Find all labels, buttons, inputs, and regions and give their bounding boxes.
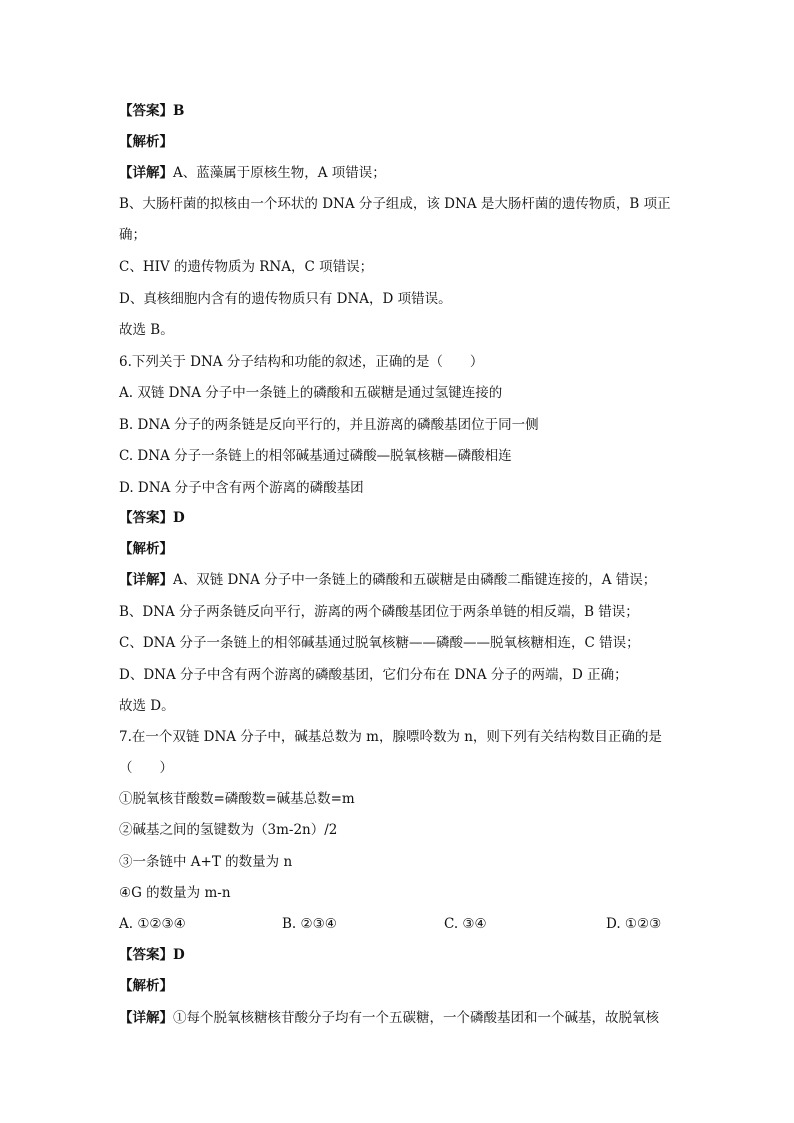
q7-item-2: ②碱基之间的氢键数为（3m-2n）/2 (119, 822, 338, 838)
q7-analysis-title: 【解析】 (119, 978, 173, 994)
q6-answer: 【答案】D (119, 510, 185, 526)
q6-detail-label: 【详解】 (119, 572, 173, 588)
q6-option-d: D. DNA 分子中含有两个游离的磷酸基团 (119, 480, 364, 496)
q7-option-d: D. ①②③ (606, 916, 662, 932)
q5-analysis-line: B、大肠杆菌的拟核由一个环状的 DNA 分子组成，该 DNA 是大肠杆菌的遗传物质，B 项正 (119, 196, 671, 212)
q5-detail-label: 【详解】 (119, 165, 173, 181)
q7-answer: 【答案】D (119, 947, 185, 963)
q7-stem: 7.在一个双链 DNA 分子中，碱基总数为 m，腺嘌呤数为 n，则下列有关结构数目正确的是 (119, 729, 662, 745)
q7-option-c: C. ③④ (444, 916, 487, 932)
q6-analysis-line: D、DNA 分子中含有两个游离的磷酸基团，它们分布在 DNA 分子的两端，D 正确； (119, 667, 628, 683)
q5-answer: 【答案】B (119, 103, 185, 119)
q6-option-a: A. 双链 DNA 分子中一条链上的磷酸和五碳糖是通过氢键连接的 (119, 385, 503, 401)
q6-option-b: B. DNA 分子的两条链是反向平行的，并且游离的磷酸基团位于同一侧 (119, 417, 539, 433)
q7-detail-line (119, 1009, 679, 1027)
q7-detail-text: ①每个脱氧核糖核苷酸分子均有一个五碳糖，一个磷酸基团和一个碱基，故脱氧核 (173, 1010, 659, 1026)
q5-analysis-title: 【解析】 (119, 134, 173, 150)
q6-conclusion: 故选 D。 (119, 698, 175, 714)
q7-stem-bracket: （ ） (119, 760, 173, 776)
q6-detail-line (119, 571, 679, 589)
q7-item-1: ①脱氧核苷酸数=磷酸数=碱基总数=m (119, 791, 355, 807)
q5-analysis-line: D、真核细胞内含有的遗传物质只有 DNA，D 项错误。 (119, 291, 452, 307)
q5-detail-line (119, 164, 679, 182)
q6-analysis-title: 【解析】 (119, 541, 173, 557)
q6-option-c: C. DNA 分子一条链上的相邻碱基通过磷酸—脱氧核糖—磷酸相连 (119, 448, 512, 464)
q6-analysis-line: B、DNA 分子两条链反向平行，游离的两个磷酸基团位于两条单链的相反端，B 错误； (119, 604, 639, 620)
q7-detail-label: 【详解】 (119, 1010, 173, 1026)
q7-option-b: B. ②③④ (282, 916, 337, 932)
q7-item-3: ③一条链中 A+T 的数量为 n (119, 854, 293, 870)
q5-conclusion: 故选 B。 (119, 322, 174, 338)
q5-analysis-line: C、HIV 的遗传物质为 RNA，C 项错误； (119, 259, 374, 275)
q5-analysis-line: 确； (119, 227, 146, 243)
q7-item-4: ④G 的数量为 m-n (119, 885, 231, 901)
q6-detail-text: A、双链 DNA 分子中一条链上的磷酸和五碳糖是由磷酸二酯键连接的，A 错误； (173, 572, 657, 588)
q7-option-a: A. ①②③④ (119, 916, 186, 932)
q6-stem: 6.下列关于 DNA 分子结构和功能的叙述，正确的是（ ） (119, 354, 484, 370)
q6-analysis-line: C、DNA 分子一条链上的相邻碱基通过脱氧核糖——磷酸——脱氧核糖相连，C 错误； (119, 635, 640, 651)
q5-detail-text: A、蓝藻属于原核生物，A 项错误； (173, 165, 386, 181)
